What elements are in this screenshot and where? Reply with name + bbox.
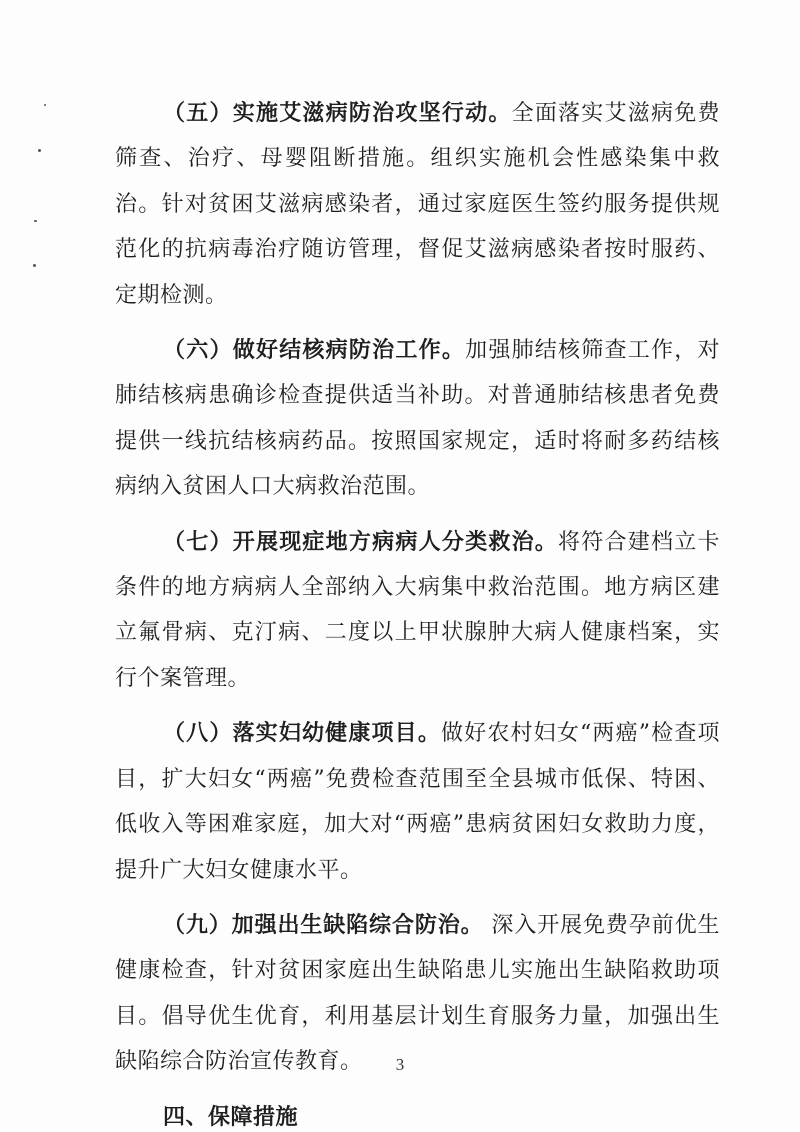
- paragraph-heading: （六）做好结核病防治工作。: [163, 337, 466, 364]
- scan-speck: [44, 104, 46, 106]
- paragraph-text: 加强肺结核筛查工作，对肺结核病患确诊检查提供适当补助。对普通肺结核患者免费提供一线抗结核病药品。按照国家规定，适时将耐多药结核病纳入贫困人口大病救治范围。: [115, 338, 720, 500]
- paragraph-text: 将符合建档立卡条件的地方病病人全部纳入大病集中救治范围。地方病区建立氟骨病、克汀病、二度以上甲状腺肿大病人健康档案，实行个案管理。: [115, 529, 720, 691]
- scan-speck: [34, 220, 37, 222]
- paragraph-heading: （七）开展现症地方病病人分类救治。: [163, 528, 559, 555]
- page-number: 3: [395, 1055, 405, 1074]
- paragraph-heading: （八）落实妇幼健康项目。: [163, 720, 441, 747]
- document-body: [115, 91, 720, 1132]
- scan-speck: [38, 149, 41, 152]
- section-heading: 四、保障措施: [163, 1103, 299, 1130]
- paragraph-aids: [115, 91, 720, 318]
- paragraph-text: 全面落实艾滋病免费筛查、治疗、母婴阻断措施。组织实施机会性感染集中救治。针对贫困艾滋病感染者，通过家庭医生签约服务提供规范化的抗病毒治疗随访管理，督促艾滋病感染者按时服药、定期检测。: [115, 101, 720, 308]
- scan-speck: [33, 264, 36, 267]
- paragraph-endemic-disease: [115, 520, 720, 702]
- paragraph-text: 做好农村妇女“两癌”检查项目，扩大妇女“两癌”免费检查范围至全县城市低保、特困、低收入等困难家庭，加大对“两癌”患病贫困妇女救助力度，提升广大妇女健康水平。: [115, 721, 720, 883]
- paragraph-tuberculosis: [115, 328, 720, 510]
- paragraph-heading: （九）加强出生缺陷综合防治。: [163, 911, 484, 938]
- paragraph-text: 深入开展免费孕前优生健康检查，针对贫困家庭出生缺陷患儿实施出生缺陷救助项目。倡导优生优育，利用基层计划生育服务力量，加强出生缺陷综合防治宣传教育。: [115, 912, 720, 1075]
- paragraph-heading: （五）实施艾滋病防治攻坚行动。: [163, 100, 512, 126]
- paragraph-maternal-health: [115, 711, 720, 893]
